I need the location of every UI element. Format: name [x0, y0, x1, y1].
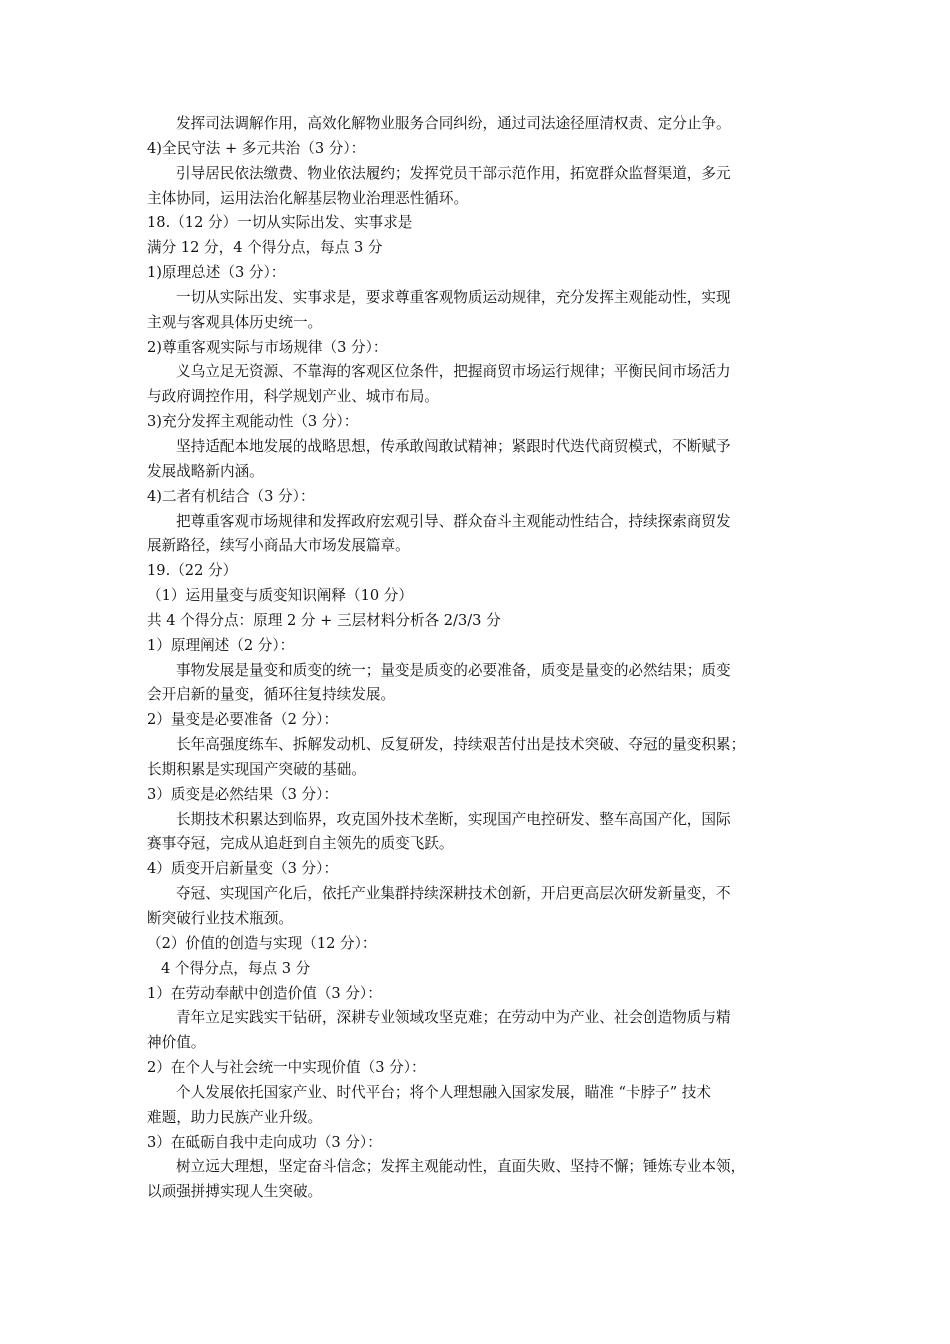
text-line: 难题，助力民族产业升级。: [147, 1108, 323, 1126]
text-line: 个人发展依托国家产业、时代平台；将个人理想融入国家发展，瞄准 “卡脖子” 技术: [176, 1083, 711, 1101]
text-line: 青年立足实践实干钻研，深耕专业领域攻坚克难；在劳动中为产业、社会创造物质与精: [176, 1009, 731, 1027]
document-page: [147, 112, 811, 1205]
text-line: 坚持适配本地发展的战略思想，传承敢闯敢试精神；紧跟时代迭代商贸模式，不断赋予: [176, 437, 731, 455]
text-line: 4)二者有机结合（3 分）：: [147, 487, 315, 505]
text-line: 事物发展是量变和质变的统一；量变是质变的必要准备，质变是量变的必然结果；质变: [176, 661, 731, 679]
text-line: 4）质变开启新量变（3 分）：: [147, 860, 339, 878]
text-line: 主体协同，运用法治化解基层物业治理恶性循环。: [147, 189, 469, 207]
text-line: 1）在劳动奉献中创造价值（3 分）：: [147, 984, 382, 1002]
text-line: 以顽强拼搏实现人生突破。: [147, 1183, 323, 1201]
text-line: 共 4 个得分点：原理 2 分 + 三层材料分析各 2/3/3 分: [147, 611, 501, 629]
text-line: 与政府调控作用，科学规划产业、城市布局。: [147, 388, 439, 406]
text-line: 发展战略新内涵。: [147, 462, 264, 480]
text-line: 2）量变是必要准备（2 分）：: [147, 711, 339, 729]
text-line: 发挥司法调解作用，高效化解物业服务合同纠纷，通过司法途径厘清权责、定分止争。: [176, 115, 731, 132]
text-line: 3）在砥砺自我中走向成功（3 分）：: [147, 1133, 382, 1151]
text-line: 赛事夺冠，完成从追赶到自主领先的质变飞跃。: [147, 835, 454, 853]
text-line: 4 个得分点，每点 3 分: [161, 959, 311, 977]
text-line: 长年高强度练车、拆解发动机、反复研发，持续艰苦付出是技术突破、夺冠的量变积累；: [176, 736, 746, 754]
text-line: 18.（12 分）一切从实际出发、实事求是: [147, 214, 413, 232]
text-line: 1）原理阐述（2 分）：: [147, 636, 295, 654]
text-line: 树立远大理想，坚定奋斗信念；发挥主观能动性，直面失败、坚持不懈；锤炼专业本领，: [176, 1158, 746, 1176]
text-line: 满分 12 分，4 个得分点，每点 3 分: [147, 239, 383, 257]
text-line: （2）价值的创造与实现（12 分）：: [147, 934, 377, 952]
text-line: 把尊重客观市场规律和发挥政府宏观引导、群众奋斗主观能动性结合，持续探索商贸发: [176, 512, 731, 530]
text-line: 3）质变是必然结果（3 分）：: [147, 785, 339, 803]
text-line: 义乌立足无资源、不靠海的客观区位条件，把握商贸市场运行规律；平衡民间市场活力: [176, 363, 731, 381]
text-line: 长期技术积累达到临界，攻克国外技术垄断，实现国产电控研发、整车高国产化，国际: [176, 810, 731, 828]
text-line: 长期积累是实现国产突破的基础。: [147, 760, 366, 778]
text-line: 一切从实际出发、实事求是，要求尊重客观物质运动规律，充分发挥主观能动性，实现: [176, 288, 731, 306]
text-line: 2）在个人与社会统一中实现价值（3 分）：: [147, 1059, 426, 1077]
text-line: 展新路径，续写小商品大市场发展篇章。: [147, 537, 410, 555]
text-line: 4)全民守法 + 多元共治（3 分）：: [147, 139, 366, 157]
text-line: 神价值。: [147, 1034, 206, 1052]
text-line: 主观与客观具体历史统一。: [147, 313, 323, 331]
text-line: 2)尊重客观实际与市场规律（3 分）：: [147, 338, 388, 356]
text-line: 断突破行业技术瓶颈。: [147, 910, 293, 927]
text-line: 会开启新的量变，循环往复持续发展。: [147, 686, 396, 704]
text-line: 引导居民依法缴费、物业依法履约；发挥党员干部示范作用，拓宽群众监督渠道，多元: [176, 164, 731, 182]
text-line: 19.（22 分）: [147, 562, 238, 580]
text-line: 夺冠、实现国产化后，依托产业集群持续深耕技术创新，开启更高层次研发新量变，不: [176, 885, 731, 903]
text-line: （1）运用量变与质变知识阐释（10 分）: [147, 587, 413, 605]
text-line: 3)充分发挥主观能动性（3 分）：: [147, 413, 359, 431]
text-line: 1)原理总述（3 分）：: [147, 264, 286, 282]
